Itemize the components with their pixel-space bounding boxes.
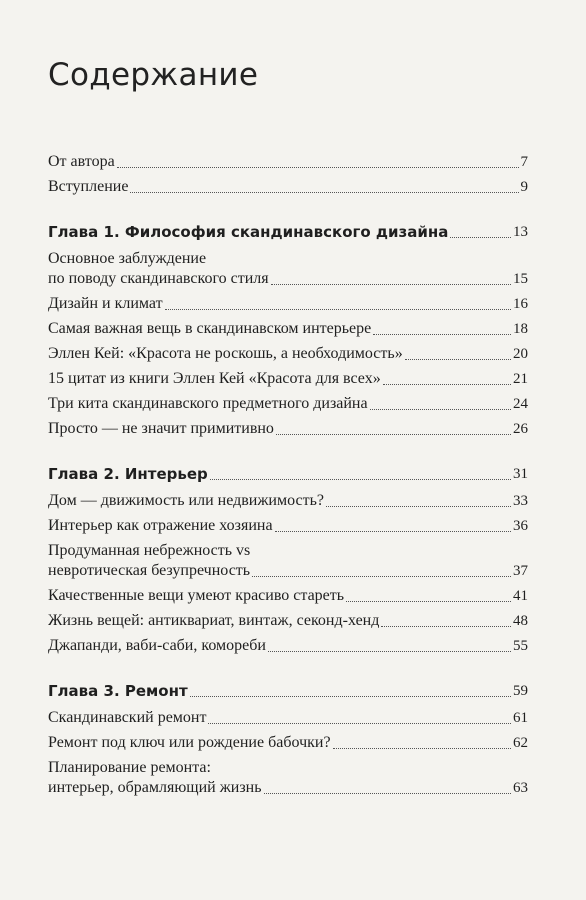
toc-entry[interactable]	[48, 708, 528, 728]
toc-entry[interactable]	[48, 249, 528, 289]
entry-title	[48, 152, 115, 172]
dot-leader	[268, 650, 511, 652]
entry-title-line: Качественные вещи умеют красиво стареть	[48, 587, 345, 605]
chapter-section	[48, 681, 528, 798]
dot-leader	[326, 505, 511, 507]
toc-entry[interactable]	[48, 541, 528, 581]
toc-entry[interactable]	[48, 419, 528, 439]
toc-entry[interactable]	[48, 369, 528, 389]
page-number: 62	[513, 735, 528, 752]
entry-title	[48, 419, 274, 439]
entry-title	[48, 586, 344, 606]
entry-title-line: Продуманная небрежность vs	[48, 542, 251, 560]
toc-entry[interactable]	[48, 177, 528, 197]
entry-title	[48, 249, 269, 289]
dot-leader	[210, 478, 511, 480]
page-number: 33	[513, 493, 528, 510]
toc-entry[interactable]	[48, 394, 528, 414]
dot-leader	[450, 236, 511, 238]
entry-title-line: Интерьер как отражение хозяина	[48, 517, 273, 535]
entry-title-line: От автора	[48, 153, 115, 171]
chapter-title	[48, 464, 208, 484]
dot-leader	[208, 722, 511, 724]
toc-chapter[interactable]	[48, 222, 528, 242]
toc-page	[48, 58, 528, 823]
page-number: 20	[513, 346, 528, 363]
entry-title	[48, 394, 368, 414]
entry-title-line: Джапанди, ваби-саби, комореби	[48, 637, 266, 655]
page-number: 24	[513, 396, 528, 413]
entry-title	[48, 516, 273, 536]
entry-title-line: по поводу скандинавского стиля	[48, 270, 269, 288]
toc-entry[interactable]	[48, 516, 528, 536]
page-number: 61	[513, 710, 528, 727]
page-number: 59	[513, 683, 528, 700]
page-number: 21	[513, 371, 528, 388]
dot-leader	[271, 283, 511, 285]
toc-chapter[interactable]	[48, 681, 528, 701]
page-number: 31	[513, 466, 528, 483]
entry-title	[48, 369, 381, 389]
entry-title-line: Дизайн и климат	[48, 295, 163, 313]
page-number: 7	[520, 154, 528, 171]
entry-title	[48, 758, 262, 798]
entry-title	[48, 541, 250, 581]
page-title: Содержание	[48, 57, 259, 93]
entry-title-line: Глава 3. Ремонт	[48, 682, 188, 701]
chapter-section	[48, 222, 528, 439]
entry-title-line: Глава 2. Интерьер	[48, 465, 208, 484]
entry-title-line: Самая важная вещь в скандинавском интерьере	[48, 320, 372, 338]
entry-title-line: Основное заблуждение	[48, 250, 207, 268]
toc-entry[interactable]	[48, 733, 528, 753]
page-number: 16	[513, 296, 528, 313]
page-number: 63	[513, 780, 528, 797]
entry-title-line: Жизнь вещей: антиквариат, винтаж, секонд-хенд	[48, 612, 380, 630]
dot-leader	[381, 625, 511, 627]
page-number: 37	[513, 563, 528, 580]
toc-list	[48, 152, 528, 798]
entry-title	[48, 611, 379, 631]
dot-leader	[373, 333, 511, 335]
page-number: 18	[513, 321, 528, 338]
chapter-section	[48, 464, 528, 656]
entry-title-line: 15 цитат из книги Эллен Кей «Красота для всех»	[48, 370, 381, 388]
toc-entry[interactable]	[48, 344, 528, 364]
toc-entry[interactable]	[48, 636, 528, 656]
entry-title	[48, 733, 331, 753]
dot-leader	[190, 695, 511, 697]
page-number: 15	[513, 271, 528, 288]
entry-title-line: Скандинавский ремонт	[48, 709, 207, 727]
dot-leader	[264, 792, 511, 794]
entry-title	[48, 294, 163, 314]
dot-leader	[383, 383, 511, 385]
entry-title	[48, 319, 371, 339]
dot-leader	[276, 433, 511, 435]
chapter-title	[48, 681, 188, 701]
entry-title	[48, 344, 403, 364]
page-number: 26	[513, 421, 528, 438]
dot-leader	[405, 358, 511, 360]
dot-leader	[165, 308, 511, 310]
dot-leader	[370, 408, 511, 410]
dot-leader	[275, 530, 511, 532]
entry-title-line: Ремонт под ключ или рождение бабочки?	[48, 734, 331, 752]
toc-entry[interactable]	[48, 491, 528, 511]
front-matter	[48, 152, 528, 197]
entry-title	[48, 177, 128, 197]
dot-leader	[346, 600, 511, 602]
entry-title	[48, 708, 206, 728]
chapter-title	[48, 222, 448, 242]
toc-entry[interactable]	[48, 758, 528, 798]
toc-entry[interactable]	[48, 152, 528, 172]
entry-title-line: Просто — не значит примитивно	[48, 420, 274, 438]
entry-title	[48, 491, 324, 511]
page-number: 48	[513, 613, 528, 630]
dot-leader	[130, 191, 518, 193]
page-number: 36	[513, 518, 528, 535]
dot-leader	[252, 575, 511, 577]
entry-title-line: Три кита скандинавского предметного дизайна	[48, 395, 368, 413]
entry-title	[48, 636, 266, 656]
page-number: 41	[513, 588, 528, 605]
entry-title-line: Эллен Кей: «Красота не роскошь, а необходимость»	[48, 345, 403, 363]
page-number: 13	[513, 224, 528, 241]
entry-title-line: интерьер, обрамляющий жизнь	[48, 779, 262, 797]
page-number: 9	[520, 179, 528, 196]
entry-title-line: Вступление	[48, 178, 129, 196]
entry-title-line: Глава 1. Философия скандинавского дизайна	[48, 223, 449, 242]
dot-leader	[333, 747, 511, 749]
toc-entry[interactable]	[48, 319, 528, 339]
toc-chapter[interactable]	[48, 464, 528, 484]
dot-leader	[117, 166, 519, 168]
entry-title-line: Дом — движимость или недвижимость?	[48, 492, 324, 510]
entry-title-line: невротическая безупречность	[48, 562, 251, 580]
toc-entry[interactable]	[48, 586, 528, 606]
entry-title-line: Планирование ремонта:	[48, 759, 211, 777]
toc-entry[interactable]	[48, 611, 528, 631]
page-number: 55	[513, 638, 528, 655]
toc-entry[interactable]	[48, 294, 528, 314]
